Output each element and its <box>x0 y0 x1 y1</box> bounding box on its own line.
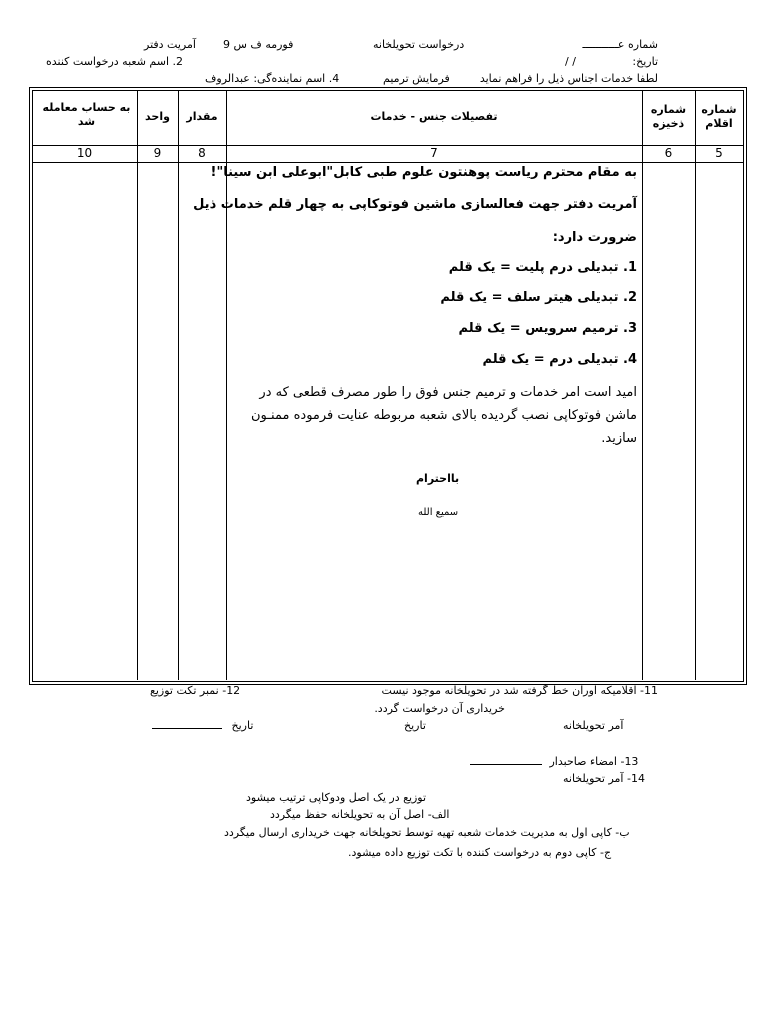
requester-branch-label: 2. اسم شعبه درخواست کننده <box>46 55 183 68</box>
col-number: 8 <box>198 146 206 160</box>
col-header-quantity: مقدار <box>186 110 218 123</box>
directorate-label: آمریت دفتر <box>144 38 196 51</box>
column-divider <box>695 90 696 680</box>
col-number: 10 <box>76 146 93 160</box>
list-item <box>459 321 637 336</box>
list-item-text: تبدیلی درم = یک قلم <box>482 352 619 367</box>
list-item-number: 1. <box>623 260 637 275</box>
date-blank-line <box>152 728 222 729</box>
date-label: تاریخ: <box>632 55 658 68</box>
order-type: فرمایش ترمیم <box>383 72 450 85</box>
form-code: فورمه ف س 9 <box>223 38 294 51</box>
form-title: درخواست تحویلخانه <box>373 38 465 51</box>
date-label-b: تاریخ <box>231 719 254 732</box>
letter-line: ضرورت دارد: <box>552 230 637 245</box>
representative-label: 4. اسم نماینده‌گی: عبدالروف <box>205 72 340 85</box>
distribution-note: ب- کاپی اول به مدیریت خدمات شعبه تهیه توسط تحویلخانه جهت خریداری ارسال میگردد <box>224 826 630 839</box>
regards-text: بااحترام <box>416 472 460 485</box>
col-number: 9 <box>153 146 162 160</box>
signature-blank-line <box>470 764 542 765</box>
date-field-b <box>152 719 253 732</box>
letter-closing: امید است امر خدمات و ترمیم جنس فوق را طور مصرف قطعی که در <box>259 385 637 400</box>
number-row-divider <box>32 162 743 163</box>
distribution-ticket-label: 12- نمبر تکت توزیع <box>150 684 241 697</box>
letter-line: آمریت دفتر جهت فعالسازی ماشین فوتوکاپی به چهار قلم خدمات ذیل <box>193 197 637 212</box>
list-item-number: 3. <box>623 321 637 336</box>
request-number-label: شماره عـــــــــــ <box>582 38 658 51</box>
distribution-note: توزیع در یک اصل ودوکاپی ترتیب میشود <box>246 791 427 804</box>
distribution-note: الف- اصل آن به تحویلخانه حفظ میگردد <box>270 808 450 821</box>
list-item-text: ترمیم سرویس = یک قلم <box>458 321 619 336</box>
list-item <box>440 290 637 305</box>
col-number: 5 <box>715 146 723 160</box>
store-head-label: آمر تحویلخانه <box>563 719 624 732</box>
col-number: 7 <box>430 146 438 160</box>
footer-note-11: 11- اقلامیکه اوران خط گرفته شد در تحویلخانه موجود نیست <box>381 684 658 697</box>
list-item <box>483 352 637 367</box>
list-item-text: تبدیلی درم پلیت = یک قلم <box>448 260 619 275</box>
distribution-note: ج- کاپی دوم به درخواست کننده با تکت توزیع داده میشود. <box>348 846 612 859</box>
list-item-number: 4. <box>623 352 637 367</box>
instruction-text: لطفا خدمات اجناس ذیل را فراهم نماید <box>479 72 658 85</box>
list-item-text: تبدیلی هیتر سلف = یک قلم <box>440 290 619 305</box>
list-item <box>449 260 637 275</box>
col-header-account: به حساب معامله شد <box>42 101 131 128</box>
date-slashes: / / <box>565 55 576 68</box>
store-head-footer: 14- آمر تحویلخانه <box>563 772 645 785</box>
owner-signature-field <box>470 755 638 768</box>
footer-note-11-cont: خریداری آن درخواست گردد. <box>374 702 505 715</box>
col-header-description: تفصیلات جنس - خدمات <box>370 110 498 123</box>
col-number: 6 <box>664 146 673 160</box>
column-divider <box>642 90 643 680</box>
column-divider <box>178 90 179 680</box>
letter-salutation: به مقام محترم ریاست پوهنتون علوم طبی کابل"ابوعلی ابن سینا"! <box>210 165 637 180</box>
signature-name: سمیع الله <box>418 507 459 518</box>
col-header-stock-number: شماره ذخیزه <box>650 103 687 130</box>
col-header-unit: واحد <box>145 110 170 123</box>
letter-closing: سازید. <box>601 431 637 446</box>
date-label-a: تاریخ <box>404 719 426 732</box>
col-header-item-number: شماره اقلام <box>701 103 737 130</box>
list-item-number: 2. <box>623 290 637 305</box>
column-divider <box>137 90 138 680</box>
letter-closing: ماشن فوتوکاپی نصب گردیده بالای شعبه مربوطه عنایت فرموده ممنـون <box>250 408 637 423</box>
owner-signature-label: 13- امضاء صاحبدار <box>549 755 639 768</box>
